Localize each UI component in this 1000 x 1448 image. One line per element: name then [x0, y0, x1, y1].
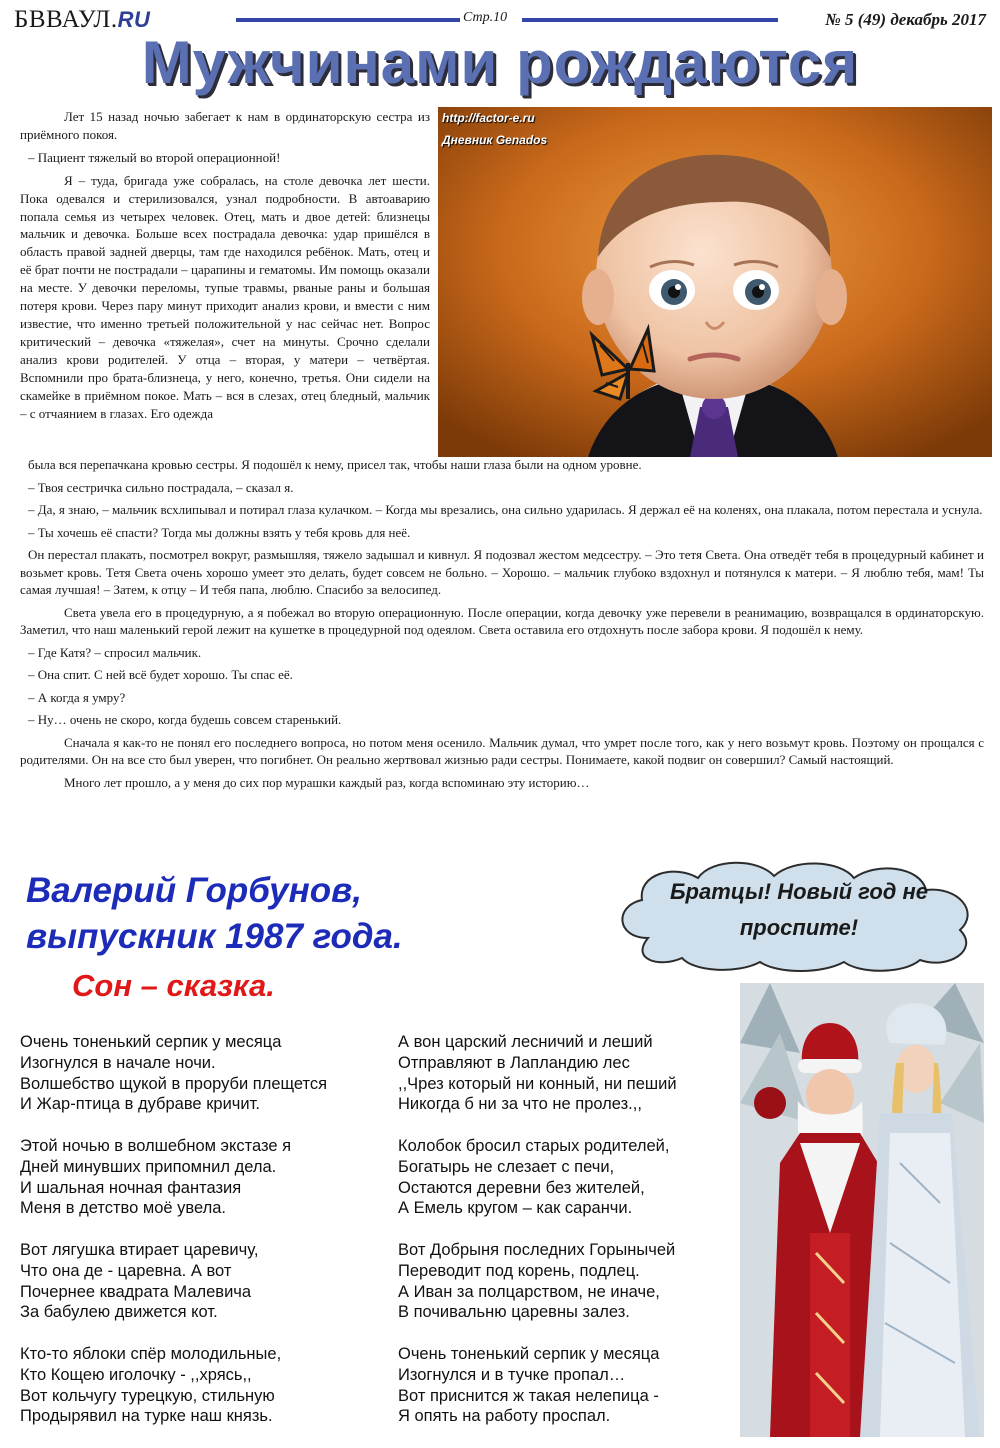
poem-stanza: [20, 1032, 390, 1115]
poem-line: Этой ночью в волшебном экстазе я: [20, 1136, 292, 1155]
baby-illustration: [438, 107, 992, 457]
poem-stanza: [398, 1136, 738, 1219]
article-paragraph: Сначала я как-то не понял его последнего вопроса, но потом меня осенило. Мальчик думал, что умрет после того, как у него возьмут кровь. Поэтому он прощался с родителями. Он на все сто был уверен, что погибнет. Он реально жертвовал жизнью ради сестры. Понимаете, какой подвиг он совершил? Самый настоящий.: [20, 734, 984, 767]
poem-line: Изогнулся и в тучке пропал…: [398, 1365, 626, 1384]
article-paragraph: Много лет прошло, а у меня до сих пор мурашки каждый раз, когда вспоминаю эту историю…: [64, 774, 590, 790]
poem-line: Богатырь не слезает с печи,: [398, 1157, 615, 1176]
poem-line: Кто-то яблоки спёр молодильные,: [20, 1344, 282, 1363]
baby-butterfly-photo: [438, 107, 992, 457]
poem-line: Дней минувших припомнил дела.: [20, 1157, 277, 1176]
poem-line: Изогнулся в начале ночи.: [20, 1053, 216, 1072]
poem-line: Очень тоненький серпик у месяца: [398, 1344, 660, 1363]
poem-stanza: [20, 1240, 390, 1323]
poem-line: Продырявил на турке наш князь.: [20, 1407, 273, 1426]
poem-line: Кто Кощею иголочку - ,,хрясь,,: [20, 1365, 252, 1384]
poem-line: Вот кольчугу турецкую, стильную: [20, 1386, 275, 1405]
poem-line: А Емель кругом – как саранчи.: [398, 1199, 633, 1218]
santa-illustration: [740, 983, 984, 1437]
page-number: Стр.10: [463, 10, 508, 25]
logo-main-text: БВВАУЛ.: [14, 6, 118, 33]
header-rule-right: [522, 18, 778, 22]
poem-line: И Жар-птица в дубраве кричит.: [20, 1095, 260, 1114]
poem-line: Отправляют в Лапландию лес: [398, 1053, 630, 1072]
poem-line: Волшебство щукой в проруби плещется: [20, 1074, 328, 1093]
poem-line: Меня в детство моё увела.: [20, 1199, 226, 1218]
poem-line: ,,Чрез который ни конный, ни пеший: [398, 1074, 677, 1093]
header-rule-left: [236, 18, 460, 22]
article-paragraph: – Да, я знаю, – мальчик всхлипывал и потирал глаза кулачком. – Когда мы врезались, она сильно ударилась. Я держал её на коленях, она плакала, потом перестала и уснула.: [28, 502, 983, 517]
article-paragraph: была вся перепачкана кровью сестры. Я подошёл к нему, присел так, чтобы наши глаза были на одном уровне.: [28, 457, 642, 472]
poem-line: В почивальню царевны залез.: [398, 1303, 630, 1322]
photo-caption-url[interactable]: http://factor-e.ru: [442, 111, 535, 125]
poem-right-column: [398, 1032, 738, 1448]
article-paragraph: – Ты хочешь её спасти? Тогда мы должны взять у тебя кровь для неё.: [28, 524, 411, 540]
poem-line: За бабулею движется кот.: [20, 1303, 218, 1322]
poem-stanza: [398, 1240, 738, 1323]
poem-line: Вот Добрыня последних Горынычей: [398, 1240, 676, 1259]
article-paragraph: – Она спит. С ней всё будет хорошо. Ты спас её.: [28, 667, 293, 682]
logo-suffix: RU: [117, 7, 151, 32]
poem-line: Переводит под корень, подлец.: [398, 1261, 640, 1280]
santa-snow-maiden-photo: [740, 983, 984, 1437]
article-headline: Мужчинами рождаются: [141, 29, 859, 96]
article-paragraph: – Твоя сестричка сильно пострадала, – сказал я.: [28, 479, 294, 495]
article-paragraph: – Пациент тяжелый во второй операционной!: [28, 149, 281, 165]
poem-line: Почернее квадрата Малевича: [20, 1282, 252, 1301]
article-paragraph: Света увела его в процедурную, а я побежал во вторую операционную. После операции, когда девочку уже перевели в реанимацию, возвращался в ординаторскую. Заметил, что наш маленький герой лежит на кушетке в процедурной под одеялом. Света оставила его отдохнуть после забора крови. Я подошёл к нему.: [20, 604, 984, 637]
author-graduation: выпускник 1987 года.: [26, 917, 403, 956]
poem-line: Остаются деревни без жителей,: [398, 1178, 645, 1197]
cloud-greeting: Братцы! Новый год не проспите!: [669, 879, 929, 940]
poem-line: Что она де - царевна. А вот: [20, 1261, 232, 1280]
poem-line: Колобок бросил старых родителей,: [398, 1136, 670, 1155]
poem-line: Никогда б ни за что не пролез.,,: [398, 1095, 642, 1114]
poem-title: Сон – сказка.: [72, 968, 275, 1003]
poem-stanza: [398, 1032, 738, 1115]
article-paragraph: – А когда я умру?: [28, 689, 126, 705]
poem-stanza: [20, 1344, 390, 1427]
poem-stanza: [20, 1136, 390, 1219]
poem-line: Вот приснится ж такая нелепица -: [398, 1386, 659, 1405]
poem-author: [26, 868, 403, 960]
photo-caption-source: Дневник Genados: [442, 133, 548, 147]
poem-line: Очень тоненький серпик у месяца: [20, 1033, 282, 1051]
poem-line: Вот лягушка втирает царевичу,: [20, 1240, 259, 1259]
poem-line: Я опять на работу проспал.: [398, 1407, 611, 1426]
author-name: Валерий Горбунов,: [26, 871, 362, 910]
issue-label: № 5 (49) декабрь 2017: [825, 10, 986, 29]
article-paragraph: Он перестал плакать, посмотрел вокруг, размышляя, тяжело задышал и кивнул. Я подозвал жестом медсестру. – Это тетя Света. Она отведёт тебя в процедурный кабинет и возьмет кровь. Тетя Света очень хорошо умеет это делать, будет совсем не больно. – Хорошо. – мальчик глубоко вздохнул и потянулся к матери. – Я люблю тебя, мам! Ты самая лучшая! – Затем, к отцу – И тебя папа, люблю. Спасибо за велосипед.: [20, 547, 984, 597]
article-paragraph: – Ну… очень не скоро, когда будешь совсем старенький.: [28, 712, 342, 727]
article-paragraph: – Где Катя? – спросил мальчик.: [28, 644, 202, 660]
article-column-text: [20, 108, 430, 427]
poem-line: А Иван за полцарством, не иначе,: [398, 1282, 660, 1301]
article-full-text: [20, 456, 984, 796]
poem-stanza: [398, 1344, 738, 1427]
poem-line: А вон царский лесничий и леший: [398, 1033, 653, 1051]
poem-line: И шальная ночная фантазия: [20, 1178, 242, 1197]
article-paragraph: Лет 15 назад ночью забегает к нам в ординаторскую сестра из приёмного покоя.: [20, 109, 430, 142]
article-paragraph: Я – туда, бригада уже собралась, на столе девочка лет шести. Пока одевался и стерилизовался, узнал подробности. В автоаварию попала семья из четырех человек. Отец, мать и двое детей: близнецы мальчик и девочка. Больше всех пострадала девочка: удар пришёлся в область правой задней дверцы, там где находился ребёнок. Мать, отец и её брат почти не пострадали – царапины и гематомы. Им помощь оказали на месте. У девочки переломы, тупые травмы, рваные раны и большая потеря крови. Через пару минут приходит анализ крови, и вмести с ним известие, что именно третьей положительной у нас сейчас нет. Вопрос критический – девочка «тяжелая», счет на минуты. Срочно сделали анализ крови родителей. У отца – вторая, у матери – четвёртая. Вспомнили про брата-близнеца, у него, конечно, третья. Они сидели на скамейке в приёмном покое. Мать – вся в слезах, отец бледный, мальчик – с отчаянием в глазах. Его одежда: [20, 172, 430, 421]
poem-left-column: [20, 1032, 390, 1448]
